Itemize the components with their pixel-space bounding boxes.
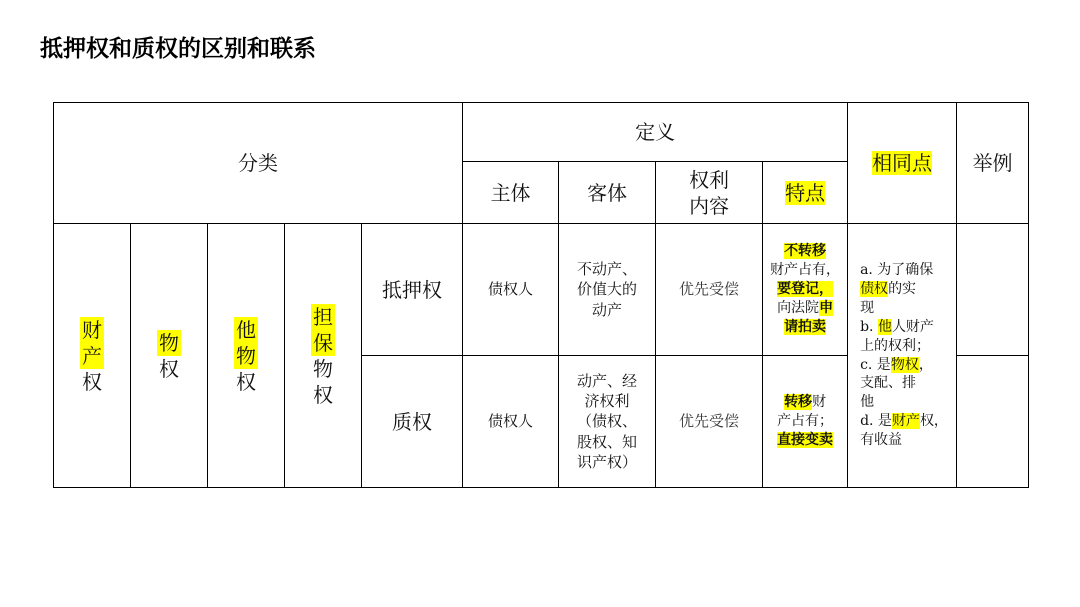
example-pledge — [957, 356, 1029, 488]
page-title: 抵押权和质权的区别和联系 — [40, 36, 316, 62]
header-definition: 定义 — [463, 103, 848, 162]
row-content-mortgage: 优先受偿 — [656, 224, 763, 356]
example-mortgage — [957, 224, 1029, 356]
header-object: 客体 — [559, 162, 656, 224]
row-subject-mortgage: 债权人 — [463, 224, 559, 356]
row-name-mortgage: 抵押权 — [362, 224, 463, 356]
header-example: 举例 — [957, 103, 1029, 224]
header-category: 分类 — [54, 103, 463, 224]
row-object-pledge: 动产、经 济权利 （债权、 股权、知 识产权） — [559, 356, 656, 488]
header-rights-content: 权利 内容 — [656, 162, 763, 224]
common-points: a. 为了确保 债权的实 现 b. 他人财产 上的权利； c. 是物权， 支配、排 他 d. 是财产权， 有收益 — [848, 224, 957, 488]
header-subject: 主体 — [463, 162, 559, 224]
header-feature: 特点 — [763, 162, 848, 224]
class-property-right: 财 产 权 — [54, 224, 131, 488]
row-feature-pledge: 转移财 产占有； 直接变卖 — [763, 356, 848, 488]
comparison-table — [53, 102, 1029, 488]
row-content-pledge: 优先受偿 — [656, 356, 763, 488]
class-other-real-right: 他 物 权 — [208, 224, 285, 488]
row-object-mortgage: 不动产、 价值大的 动产 — [559, 224, 656, 356]
row-name-pledge: 质权 — [362, 356, 463, 488]
header-common: 相同点 — [848, 103, 957, 224]
class-real-right: 物 权 — [131, 224, 208, 488]
row-subject-pledge: 债权人 — [463, 356, 559, 488]
row-feature-mortgage: 不转移 财产占有， 要登记， 向法院申 请拍卖 — [763, 224, 848, 356]
class-security-right: 担 保 物 权 — [285, 224, 362, 488]
